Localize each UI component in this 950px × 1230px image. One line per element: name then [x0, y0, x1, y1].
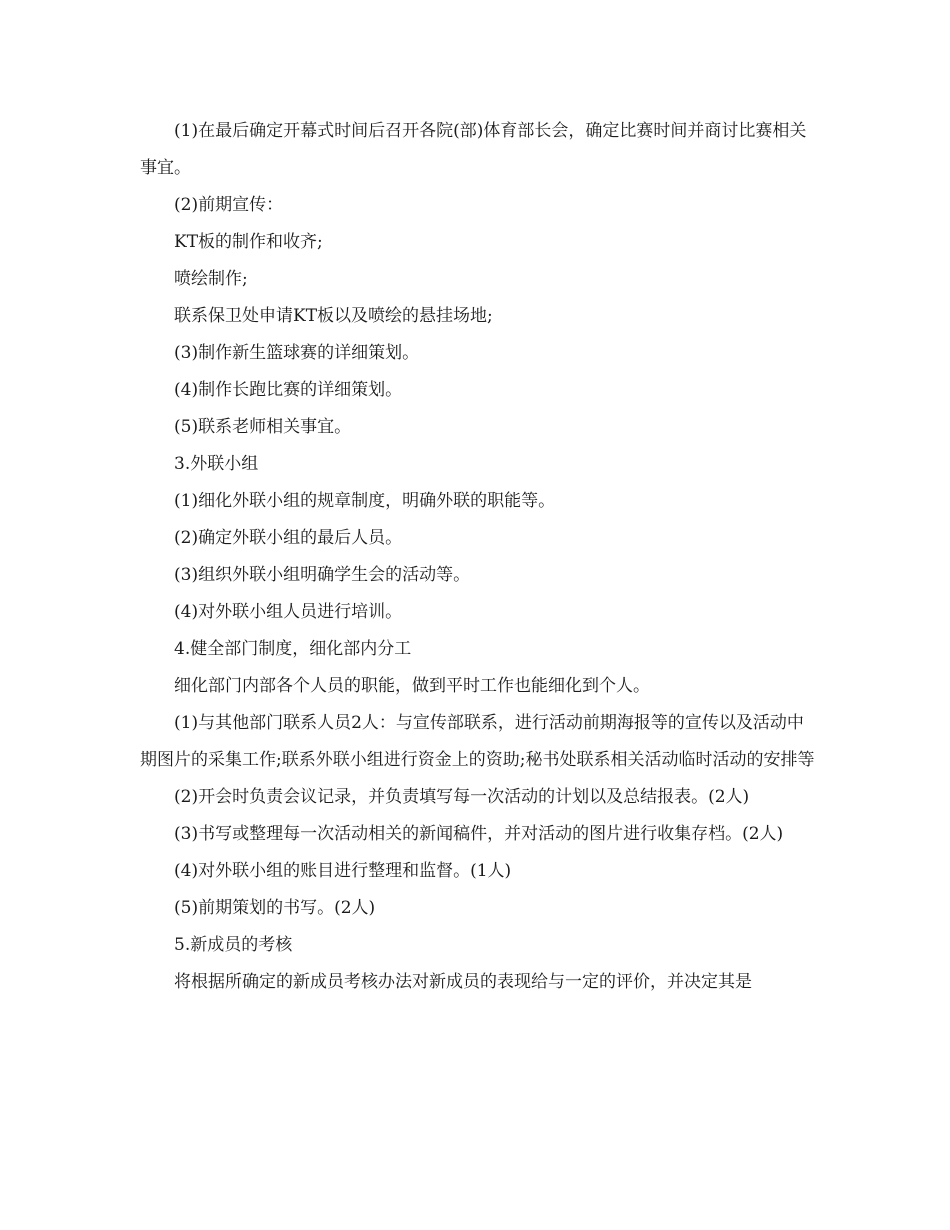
paragraph: (1)与其他部门联系人员2人：与宣传部联系，进行活动前期海报等的宣传以及活动中期图片的采集工作;联系外联小组进行资金上的资助;秘书处联系相关活动临时活动的安排等: [140, 713, 815, 770]
paragraph: 细化部门内部各个人员的职能，做到平时工作也能细化到个人。: [174, 676, 650, 696]
paragraph: 联系保卫处申请KT板以及喷绘的悬挂场地;: [174, 306, 493, 326]
document-body: [140, 113, 815, 1001]
paragraph: (5)前期策划的书写。(2人): [174, 898, 376, 918]
paragraph: (4)制作长跑比赛的详细策划。: [174, 380, 403, 400]
section-heading: 4.健全部门制度，细化部内分工: [174, 639, 412, 659]
paragraph: (5)联系老师相关事宜。: [174, 417, 352, 437]
paragraph: 将根据所确定的新成员考核办法对新成员的表现给与一定的评价，并决定其是: [174, 972, 752, 992]
paragraph: (3)书写或整理每一次活动相关的新闻稿件，并对活动的图片进行收集存档。(2人): [174, 824, 784, 844]
paragraph: (1)在最后确定开幕式时间后召开各院(部)体育部长会，确定比赛时间并商讨比赛相关事宜。: [140, 121, 807, 178]
paragraph: (1)细化外联小组的规章制度，明确外联的职能等。: [174, 491, 556, 511]
paragraph: (2)前期宣传：: [174, 195, 284, 215]
section-heading: 3.外联小组: [174, 454, 259, 474]
paragraph: (4)对外联小组的账目进行整理和监督。(1人): [174, 861, 512, 881]
paragraph: (2)开会时负责会议记录，并负责填写每一次活动的计划以及总结报表。(2人): [174, 787, 750, 807]
paragraph: (3)制作新生篮球赛的详细策划。: [174, 343, 420, 363]
paragraph: (3)组织外联小组明确学生会的活动等。: [174, 565, 471, 585]
paragraph: 喷绘制作;: [174, 269, 248, 289]
paragraph: KT板的制作和收齐;: [174, 232, 323, 252]
section-heading: 5.新成员的考核: [174, 935, 293, 955]
paragraph: (2)确定外联小组的最后人员。: [174, 528, 403, 548]
paragraph: (4)对外联小组人员进行培训。: [174, 602, 403, 622]
